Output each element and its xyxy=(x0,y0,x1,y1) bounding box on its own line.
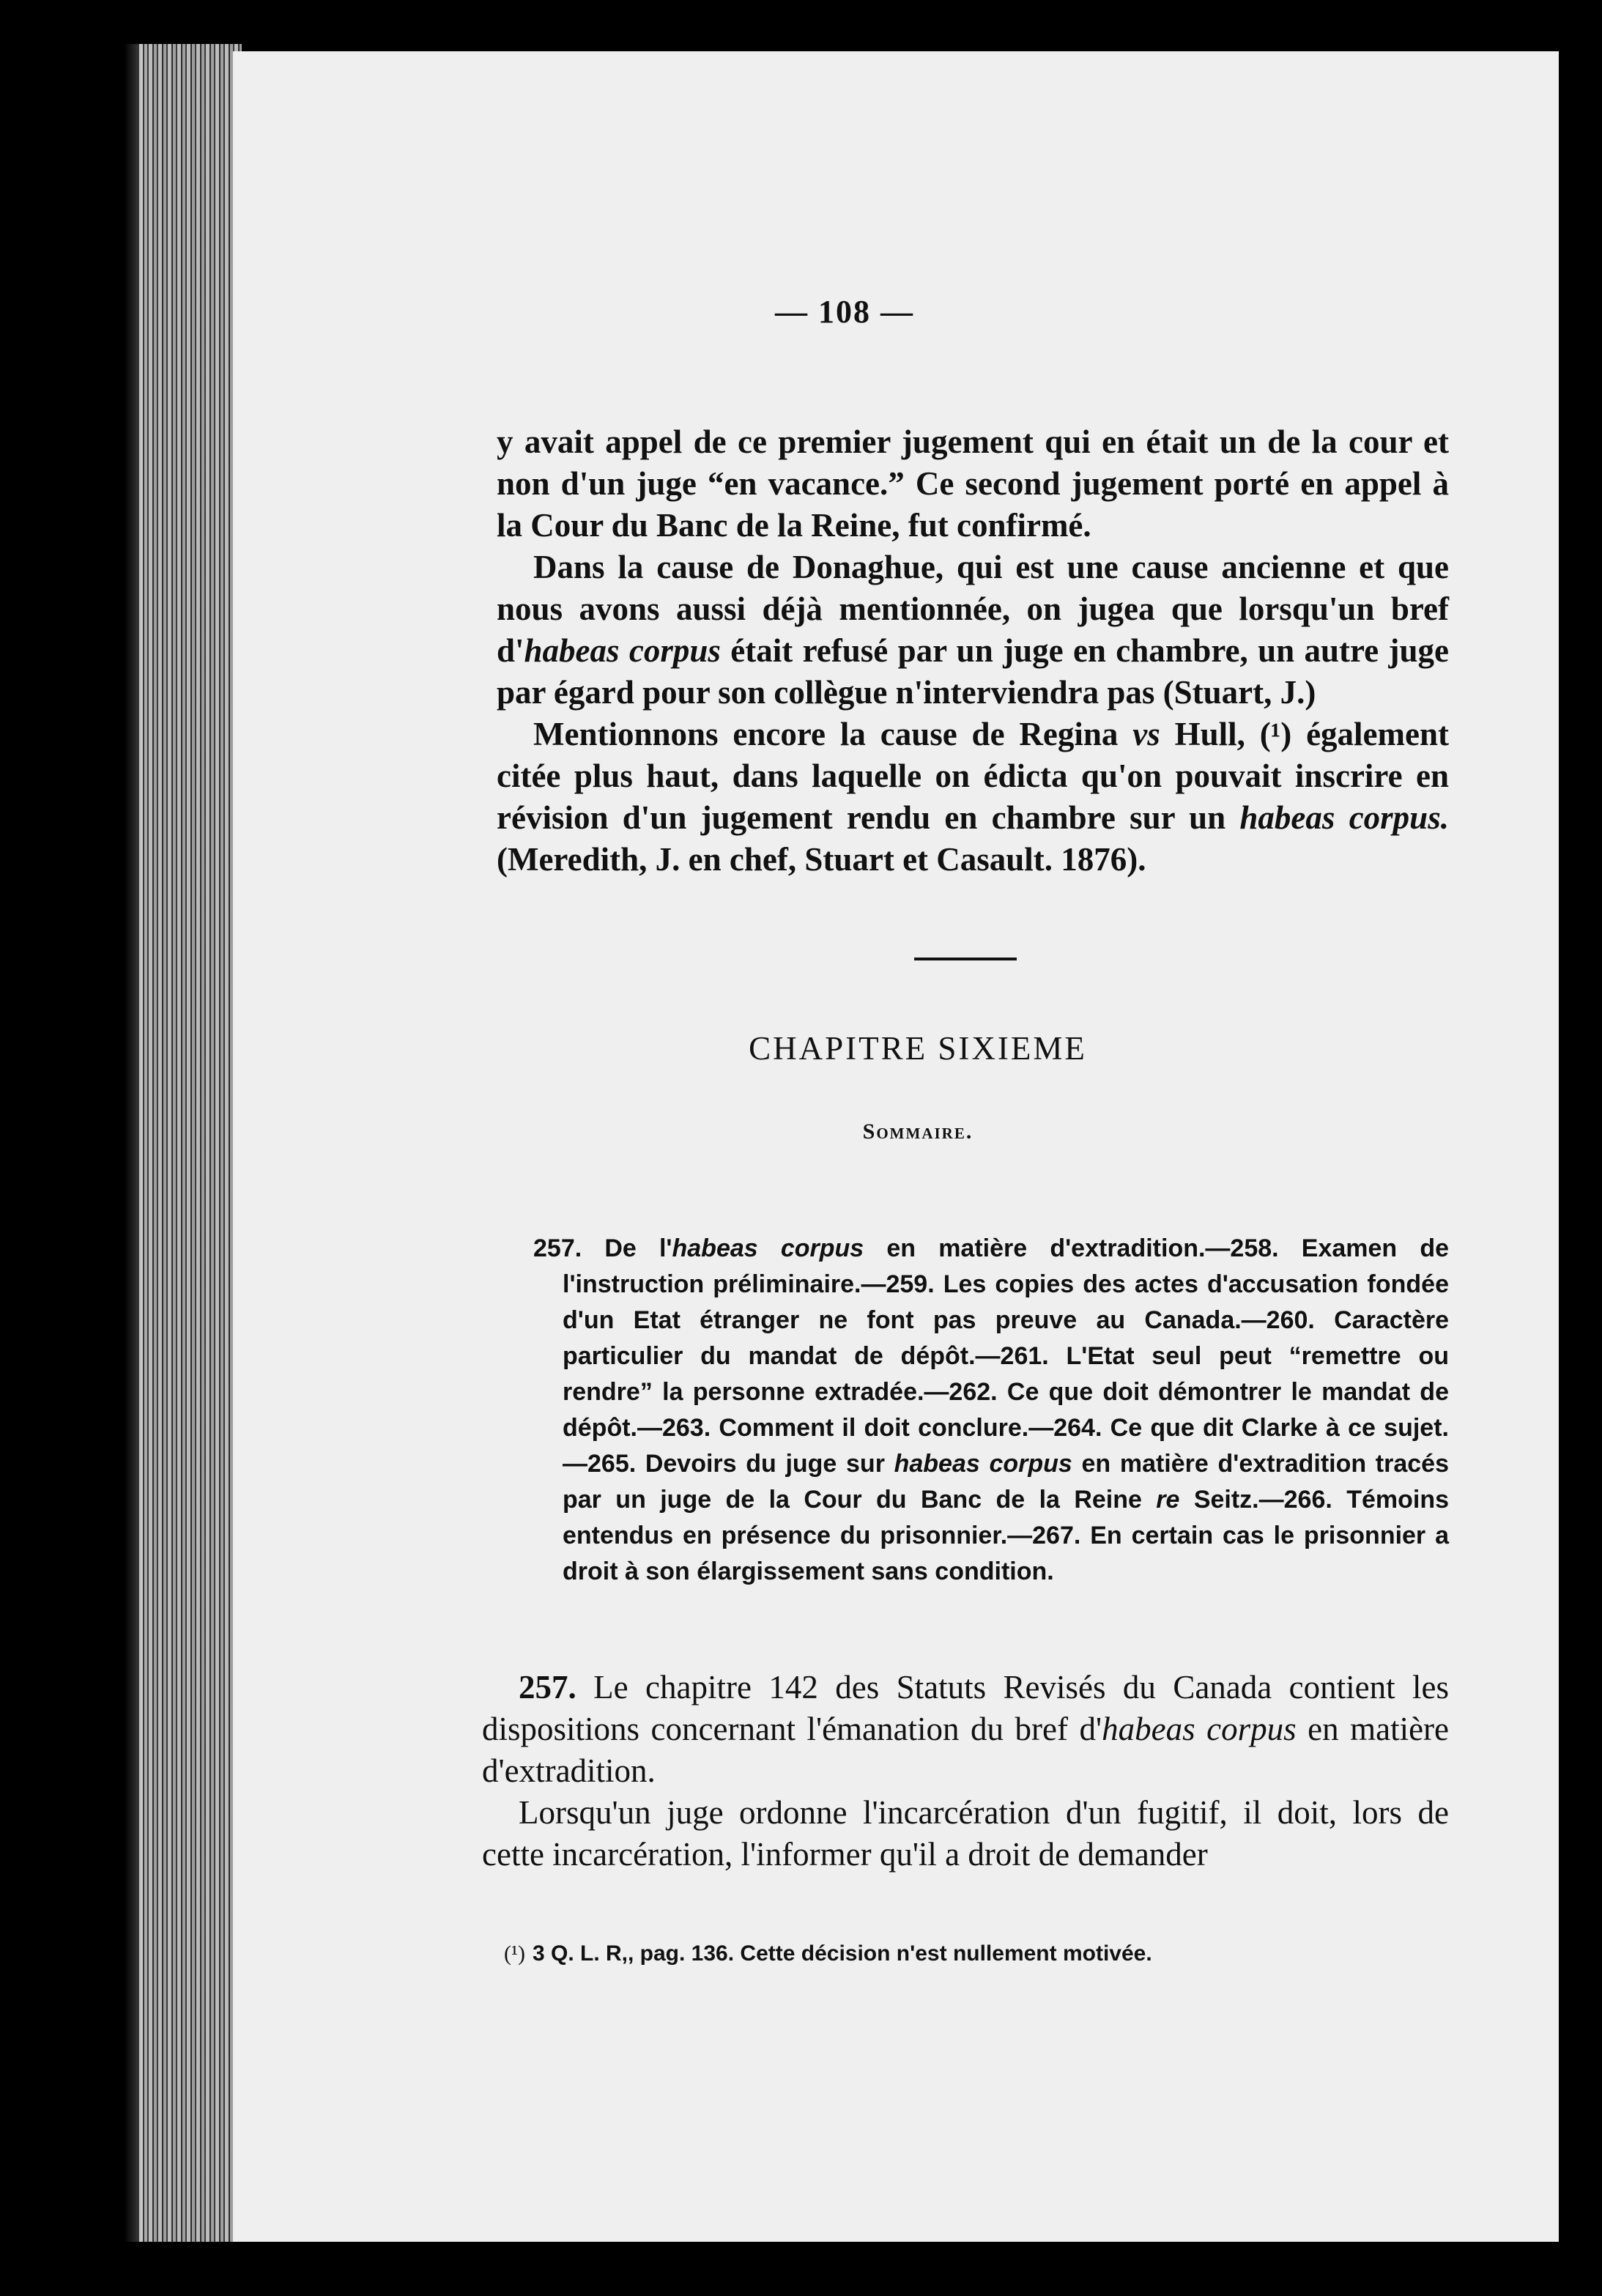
summary-text-1: 257. De l' xyxy=(533,1234,672,1262)
chapter-title xyxy=(233,1029,1559,1067)
sommaire-heading xyxy=(233,1119,1559,1144)
sommaire-heading-text: Sommaire. xyxy=(862,1119,974,1144)
continuation-paragraph-3 xyxy=(497,714,1449,881)
article-number: 257. xyxy=(519,1669,576,1706)
chapter-summary xyxy=(533,1231,1449,1590)
footnote-text: 3 Q. L. R,, pag. 136. Cette décision n'est nullement motivée. xyxy=(532,1941,1152,1966)
summary-text-2: en matière d'extradition.—258. Examen de l'instruction préliminaire.—259. Les copies des actes d'accusation fondée d'un Etat étranger ne font pas preuve au Canada.—260. Caractère particulier du mandat de dépôt.—261. L'Etat seul peut “remettre ou rendre” la personne extradée.—262. Ce que doit démontrer le mandat de dépôt.—263. Comment il doit conclure.—264. Ce que dit Clarke à ce sujet.—265. Devoirs du juge sur xyxy=(563,1234,1450,1478)
article-paragraph-1 xyxy=(482,1667,1449,1792)
book-page-edges xyxy=(139,44,242,2242)
summary-paragraph xyxy=(533,1231,1449,1590)
continuation-paragraph-1: y avait appel de ce premier jugement qui en était un de la cour et non d'un juge “en vacance.” Ce second jugement porté en appel à la Cour du Banc de la Reine, fut confirmé. xyxy=(497,423,1449,544)
page-number: — 108 — xyxy=(775,294,914,330)
paragraph-2-italic: habeas corpus xyxy=(524,632,721,669)
section-separator xyxy=(914,958,1017,960)
article-text-b: en matière d'extradition. xyxy=(482,1711,1450,1789)
paragraph-3-italic: habeas corpus. xyxy=(1239,799,1449,836)
footnote-marker: (¹) xyxy=(504,1941,525,1966)
paragraph-3-text-a: Mentionnons encore la cause de Regina xyxy=(533,716,1133,752)
paragraph-3-text-c: (Meredith, J. en chef, Stuart et Casault. 1876). xyxy=(497,841,1146,878)
chapter-title-text: CHAPITRE SIXIEME xyxy=(749,1030,1087,1067)
continuation-paragraph-2 xyxy=(497,547,1449,714)
paragraph-3-vs: vs xyxy=(1132,716,1160,752)
summary-text-3: en matière d'extradition tracés par un juge de la Cour du Banc de la Reine xyxy=(563,1450,1449,1514)
article-italic: habeas corpus xyxy=(1102,1711,1297,1747)
continuation-text xyxy=(497,421,1449,881)
footnote xyxy=(504,1941,1529,1966)
article-257 xyxy=(482,1667,1449,1875)
summary-italic-re: re xyxy=(1156,1486,1180,1514)
summary-italic-1: habeas corpus xyxy=(672,1234,864,1262)
book-page xyxy=(233,51,1559,2242)
article-text-a: Le chapitre 142 des Statuts Revisés du Canada contient les dispositions concernant l'émanation du bref d' xyxy=(482,1669,1449,1747)
paragraph-2-text-a: Dans la cause de Donaghue, qui est une cause ancienne et que nous avons aussi déjà mentionnée, on jugea que lorsqu'un bref d' xyxy=(497,549,1449,669)
article-paragraph-2: Lorsqu'un juge ordonne l'incarcération d'un fugitif, il doit, lors de cette incarcération, l'informer qu'il a droit de demander xyxy=(482,1794,1449,1873)
summary-italic-2: habeas corpus xyxy=(894,1450,1072,1478)
paragraph-3-text-b: Hull, (¹) également citée plus haut, dans laquelle on édicta qu'on pouvait inscrire en révision d'un jugement rendu en chambre sur un xyxy=(497,716,1449,836)
summary-text-4: Seitz.—266. Témoins entendus en présence du prisonnier.—267. En certain cas le prisonnier a droit à son élargissement sans condition. xyxy=(563,1486,1449,1585)
paragraph-2-text-b: était refusé par un juge en chambre, un autre juge par égard pour son collègue n'interviendra pas (Stuart, J.) xyxy=(497,632,1449,711)
